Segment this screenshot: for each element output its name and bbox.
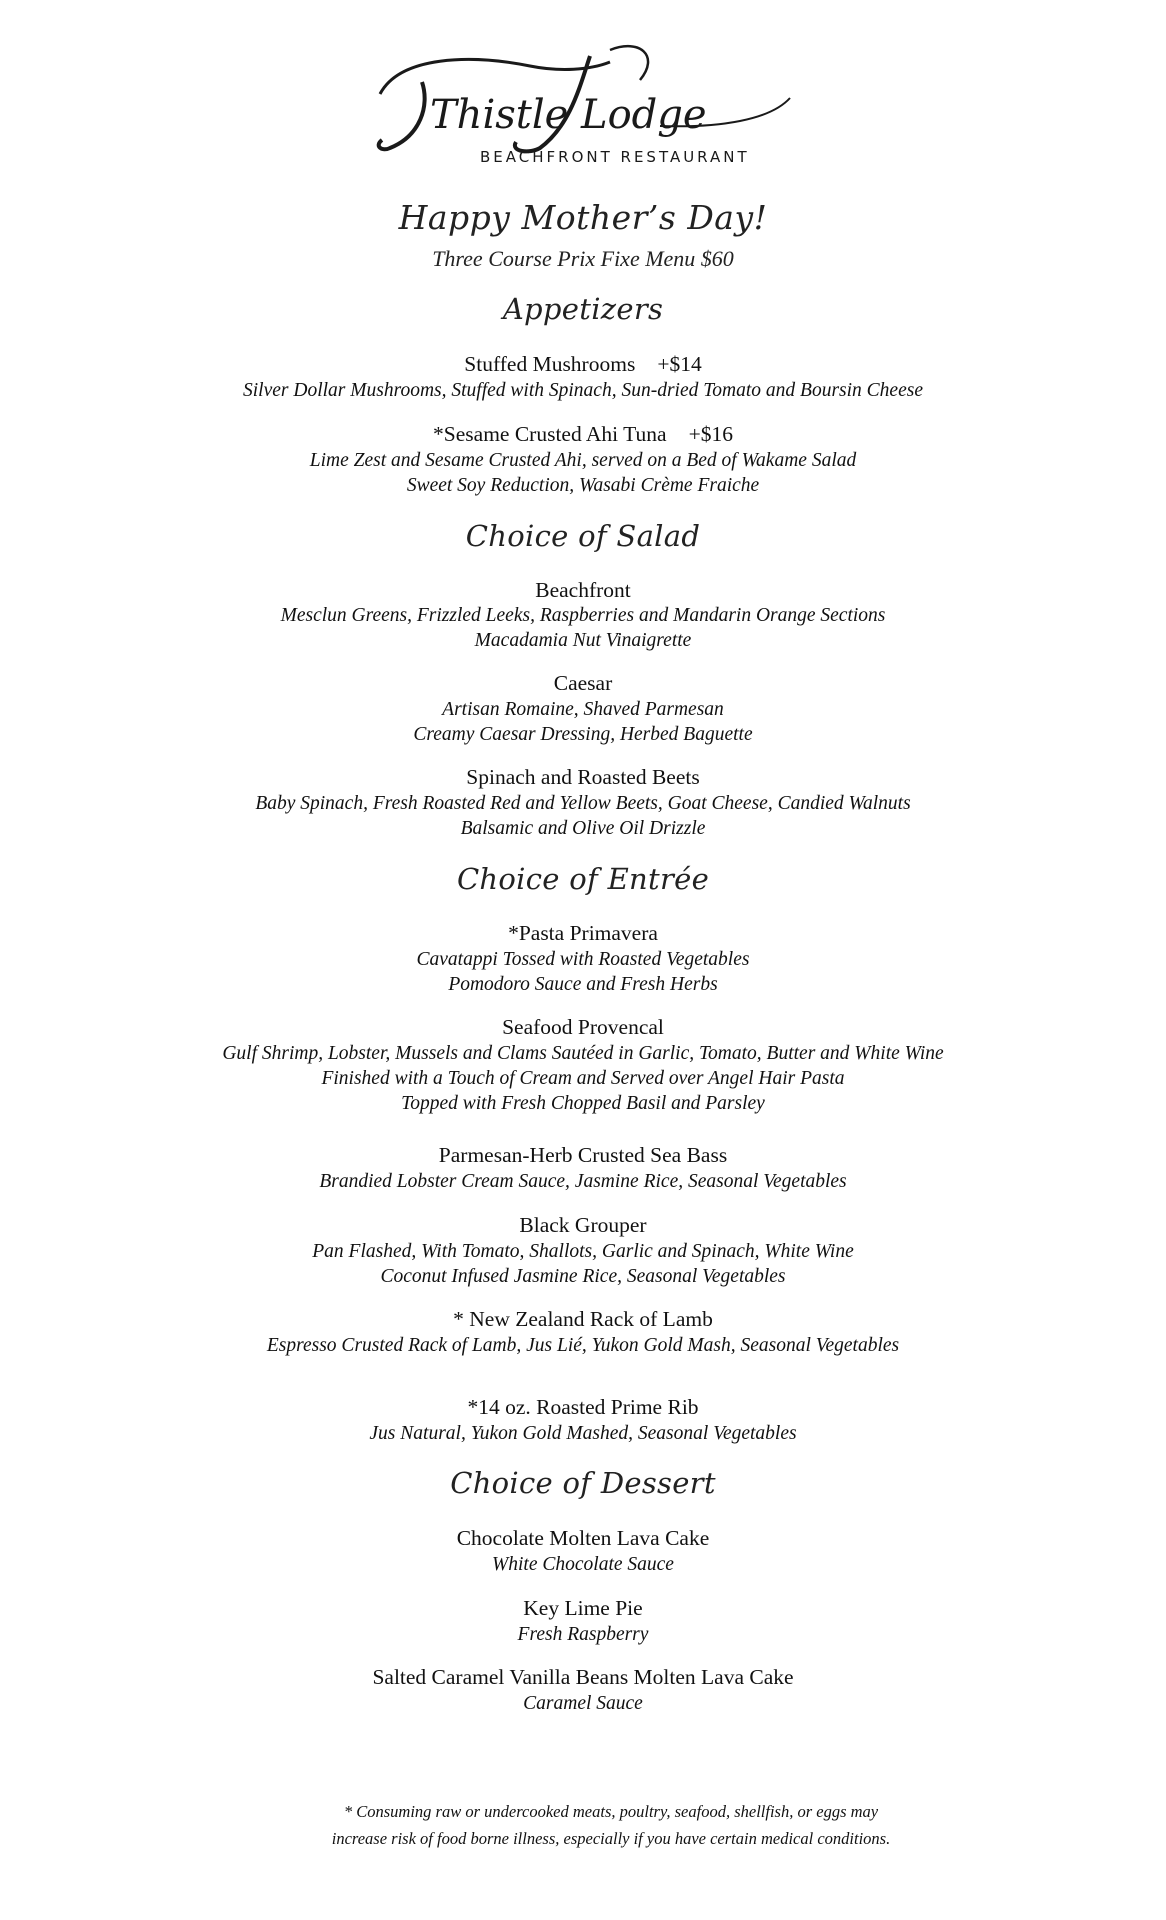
item-name: Salted Caramel Vanilla Beans Molten Lava Cake	[372, 1665, 794, 1689]
health-disclaimer-line: increase risk of food borne illness, especially if you have certain medical conditions.	[331, 1829, 891, 1848]
item-description: Brandied Lobster Cream Sauce, Jasmine Rice, Seasonal Vegetables	[319, 1171, 847, 1192]
item-description: Pan Flashed, With Tomato, Shallots, Garlic and Spinach, White Wine	[312, 1241, 854, 1262]
section-heading-appetizers: Appetizers	[502, 292, 664, 326]
item-name: *Sesame Crusted Ahi Tuna	[433, 422, 667, 446]
item-name: Chocolate Molten Lava Cake	[456, 1526, 710, 1550]
item-description: Pomodoro Sauce and Fresh Herbs	[448, 974, 718, 995]
item-description: Caramel Sauce	[523, 1693, 643, 1714]
item-description: White Chocolate Sauce	[492, 1554, 674, 1575]
page-title: Happy Mother’s Day!	[398, 198, 768, 237]
restaurant-logo	[360, 36, 810, 176]
item-description: Finished with a Touch of Cream and Served over Angel Hair Pasta	[321, 1068, 845, 1089]
section-heading-salad: Choice of Salad	[465, 519, 701, 553]
item-description: Coconut Infused Jasmine Rice, Seasonal Vegetables	[380, 1266, 786, 1287]
item-description: Macadamia Nut Vinaigrette	[474, 630, 692, 651]
logo-tagline: BEACHFRONT RESTAURANT	[480, 148, 750, 166]
health-disclaimer-line: * Consuming raw or undercooked meats, poultry, seafood, shellfish, or eggs may	[343, 1802, 879, 1821]
item-name: Stuffed Mushrooms	[464, 352, 636, 376]
item-description: Balsamic and Olive Oil Drizzle	[460, 818, 706, 839]
logo-name: Thistle Lodge	[430, 92, 707, 138]
item-name: * New Zealand Rack of Lamb	[453, 1307, 713, 1331]
item-price: +$14	[657, 352, 702, 376]
item-name: Beachfront	[535, 578, 631, 602]
item-price: +$16	[688, 422, 733, 446]
item-name: Seafood Provencal	[502, 1015, 664, 1039]
item-description: Artisan Romaine, Shaved Parmesan	[442, 699, 724, 720]
item-description: Baby Spinach, Fresh Roasted Red and Yellow Beets, Goat Cheese, Candied Walnuts	[255, 793, 911, 814]
item-name: Caesar	[553, 671, 613, 695]
item-name: Key Lime Pie	[523, 1596, 643, 1620]
item-description: Lime Zest and Sesame Crusted Ahi, served on a Bed of Wakame Salad	[309, 450, 857, 471]
item-description: Jus Natural, Yukon Gold Mashed, Seasonal Vegetables	[369, 1423, 797, 1444]
item-name: Parmesan-Herb Crusted Sea Bass	[438, 1143, 728, 1167]
item-name: Spinach and Roasted Beets	[466, 765, 700, 789]
item-name: Black Grouper	[519, 1213, 647, 1237]
item-description: Espresso Crusted Rack of Lamb, Jus Lié, Yukon Gold Mash, Seasonal Vegetables	[266, 1335, 900, 1356]
item-description: Mesclun Greens, Frizzled Leeks, Raspberries and Mandarin Orange Sections	[280, 605, 886, 626]
item-description: Cavatappi Tossed with Roasted Vegetables	[416, 949, 750, 970]
thistle-lodge-logo-art	[360, 36, 810, 176]
item-description: Silver Dollar Mushrooms, Stuffed with Spinach, Sun-dried Tomato and Boursin Cheese	[243, 380, 923, 401]
item-description: Sweet Soy Reduction, Wasabi Crème Fraiche	[406, 475, 760, 496]
item-description: Topped with Fresh Chopped Basil and Parsley	[401, 1093, 765, 1114]
section-heading-entree: Choice of Entrée	[456, 862, 710, 896]
section-heading-dessert: Choice of Dessert	[450, 1466, 716, 1500]
item-description: Creamy Caesar Dressing, Herbed Baguette	[413, 724, 753, 745]
prix-fixe-subtitle: Three Course Prix Fixe Menu $60	[432, 246, 734, 271]
item-description: Fresh Raspberry	[517, 1624, 649, 1645]
item-name: *14 oz. Roasted Prime Rib	[467, 1395, 699, 1419]
item-name: *Pasta Primavera	[508, 921, 658, 945]
appetizer-name	[0, 422, 1166, 447]
item-description: Gulf Shrimp, Lobster, Mussels and Clams Sautéed in Garlic, Tomato, Butter and White Wine	[222, 1043, 944, 1064]
appetizer-name	[0, 352, 1166, 377]
